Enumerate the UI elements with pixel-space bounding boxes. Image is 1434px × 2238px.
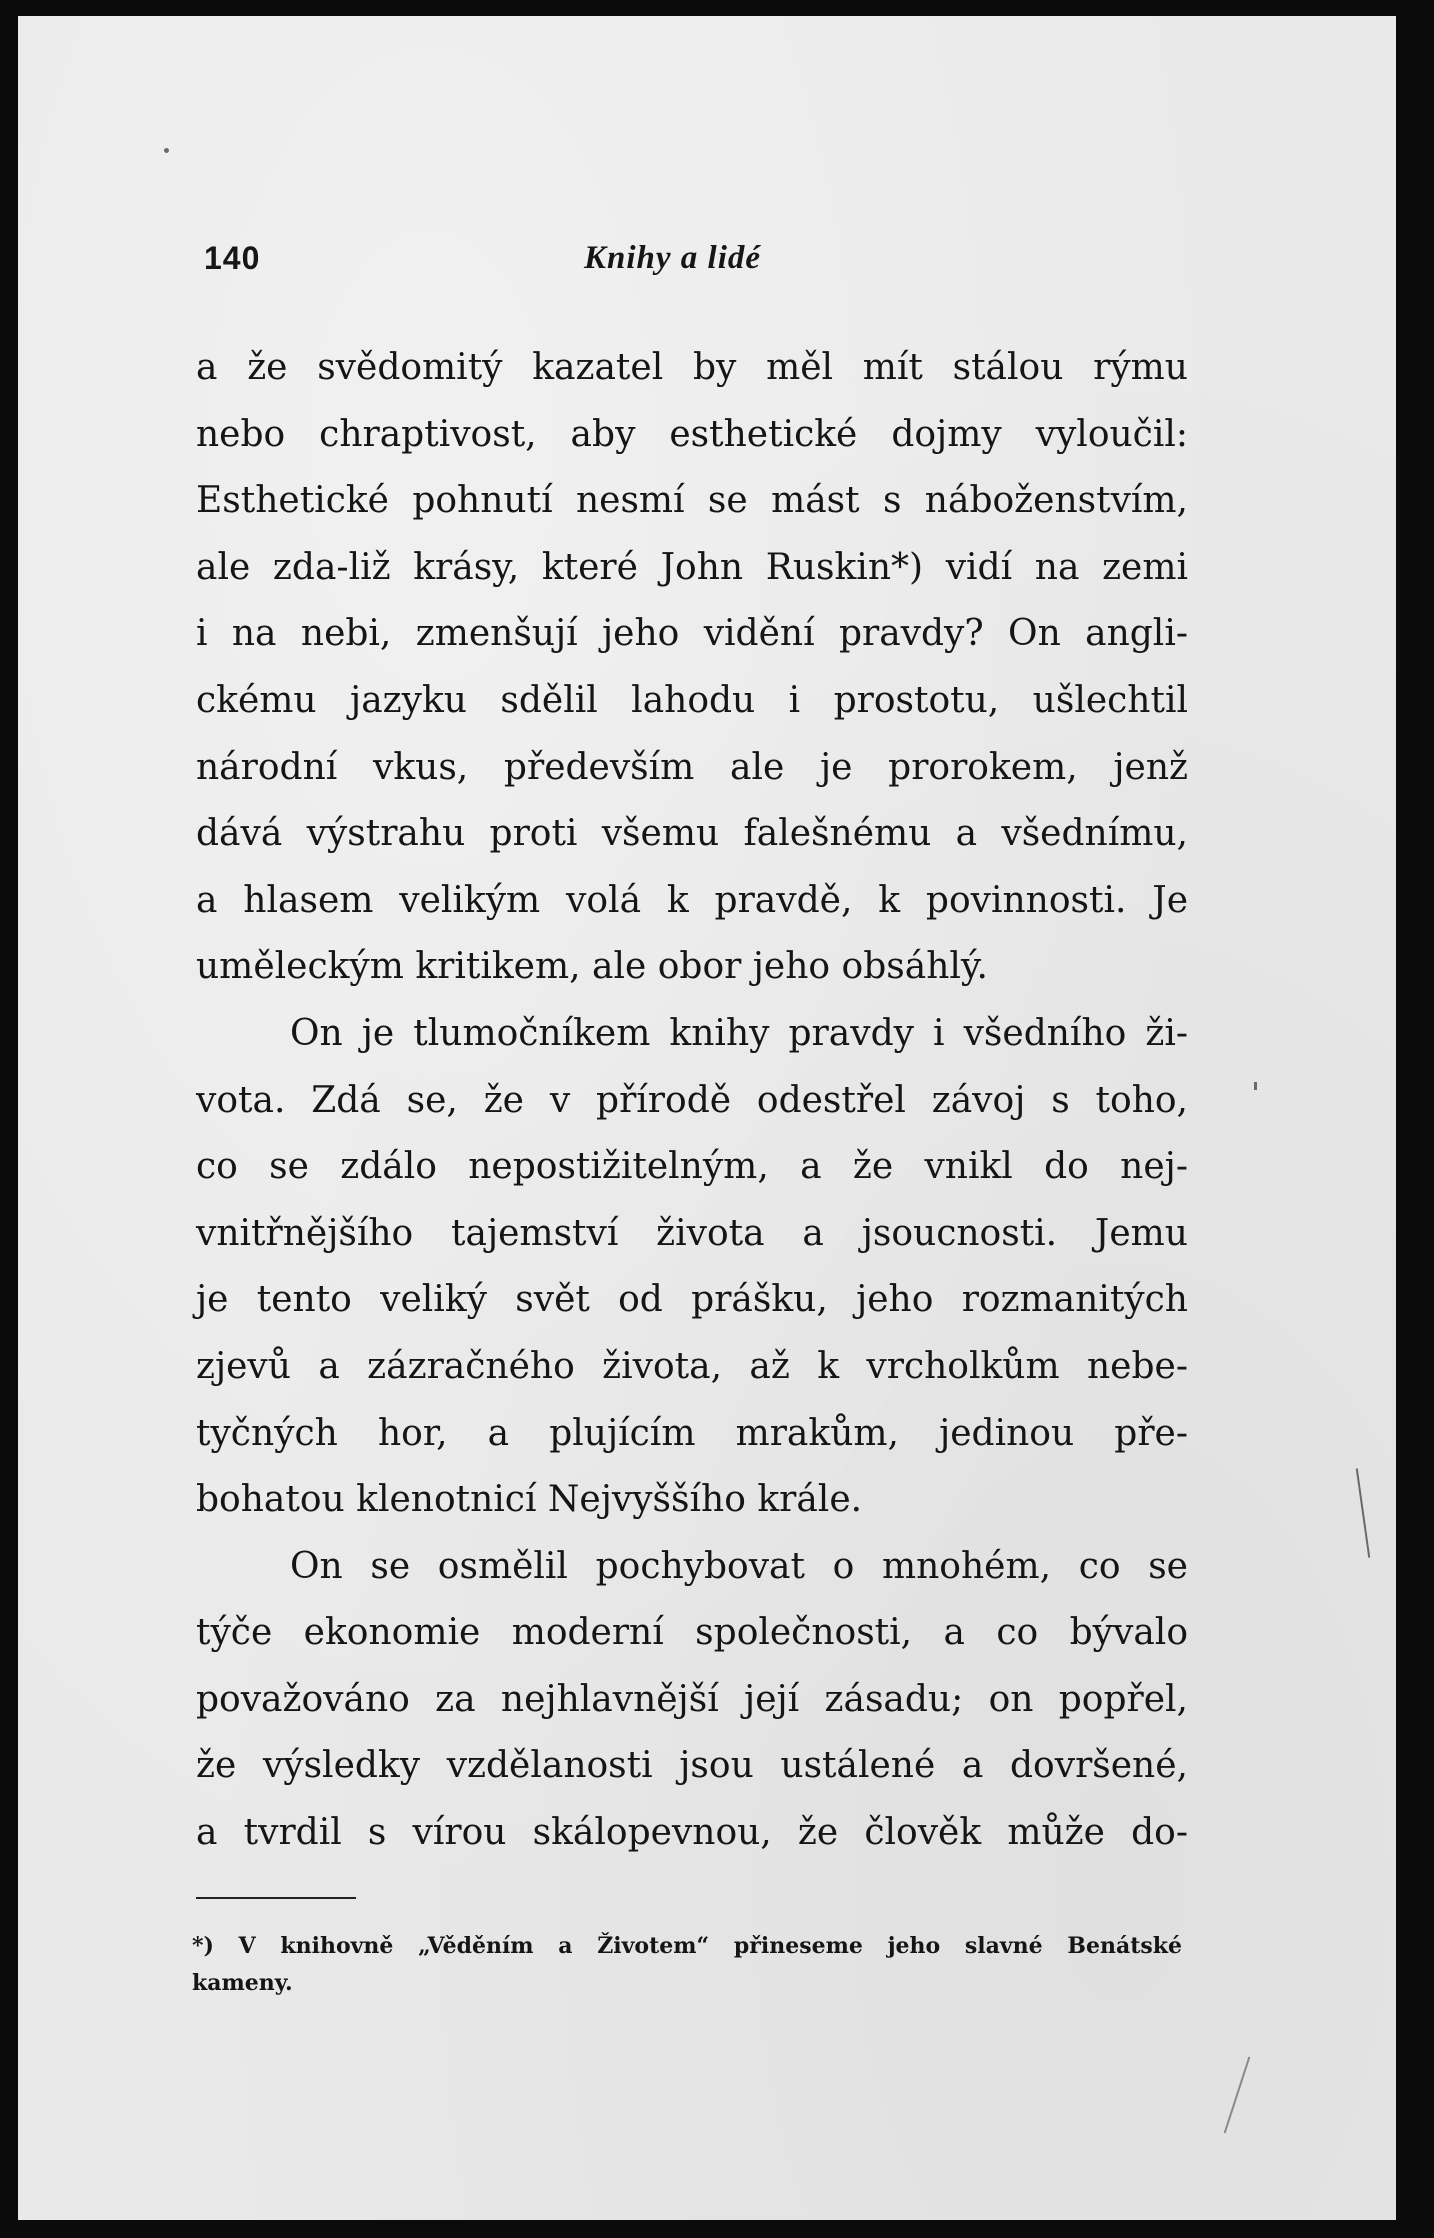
scan-border-right: [1400, 0, 1434, 2238]
scan-speck: [164, 148, 169, 153]
text-line: i na nebi, zmenšují jeho vidění pravdy? On angli-: [196, 613, 1188, 655]
main-text: [196, 335, 1188, 1867]
running-title: Knihy a lidé: [584, 240, 762, 276]
text-line: vnitřnějšího tajemství života a jsoucnosti. Jemu: [196, 1212, 1188, 1254]
text-line: uměleckým kritikem, ale obor jeho obsáhlý.: [196, 946, 988, 988]
text-line: národní vkus, především ale je prorokem, jenž: [196, 746, 1188, 788]
footnote: [192, 1928, 1182, 2002]
text-line: je tento veliký svět od prášku, jeho rozmanitých: [196, 1279, 1188, 1321]
paragraph: [196, 335, 1188, 1001]
text-line: On je tlumočníkem knihy pravdy i všedního ži-: [290, 1012, 1188, 1054]
paragraph: [196, 1534, 1188, 1867]
page-number: 140: [204, 240, 261, 276]
scan-speck: [1254, 1082, 1257, 1090]
text-line: On se osmělil pochybovat o mnohém, co se: [290, 1545, 1188, 1587]
text-line: vota. Zdá se, že v přírodě odestřel závoj s toho,: [196, 1079, 1188, 1121]
paragraph: [196, 1001, 1188, 1534]
text-line: zjevů a zázračného života, až k vrcholkům nebe-: [196, 1345, 1188, 1387]
running-head: [204, 240, 1184, 290]
text-line: tyčných hor, a plujícím mrakům, jedinou pře-: [196, 1412, 1188, 1454]
text-line: ckému jazyku sdělil lahodu i prostotu, ušlechtil: [196, 679, 1188, 721]
text-line: a že svědomitý kazatel by měl mít stálou rýmu: [196, 347, 1188, 388]
text-line: týče ekonomie moderní společnosti, a co bývalo: [196, 1612, 1188, 1654]
text-line: považováno za nejhlavnější její zásadu; on popřel,: [196, 1678, 1188, 1720]
footnote-line: kameny.: [192, 1970, 293, 1996]
scan-border-top: [0, 0, 1434, 16]
text-line: nebo chraptivost, aby esthetické dojmy vyloučil:: [196, 413, 1188, 455]
footnote-rule: [196, 1897, 356, 1899]
text-line: že výsledky vzdělanosti jsou ustálené a dovršené,: [196, 1745, 1188, 1787]
text-line: ale zda-liž krásy, které John Ruskin*) vidí na zemi: [196, 546, 1188, 588]
footnote-line: *) V knihovně „Věděním a Životem“ přineseme jeho slavné Benátské: [192, 1933, 1182, 1959]
text-line: Esthetické pohnutí nesmí se mást s náboženstvím,: [196, 480, 1188, 522]
text-line: bohatou klenotnicí Nejvyššího krále.: [196, 1479, 863, 1521]
scan-border-bottom: [0, 2220, 1434, 2238]
text-line: co se zdálo nepostižitelným, a že vnikl do nej-: [196, 1146, 1188, 1188]
scan-border-left: [0, 0, 18, 2238]
text-line: dává výstrahu proti všemu falešnému a všednímu,: [196, 813, 1188, 855]
text-line: a hlasem velikým volá k pravdě, k povinnosti. Je: [196, 879, 1188, 921]
text-line: a tvrdil s vírou skálopevnou, že člověk může do-: [196, 1812, 1188, 1854]
